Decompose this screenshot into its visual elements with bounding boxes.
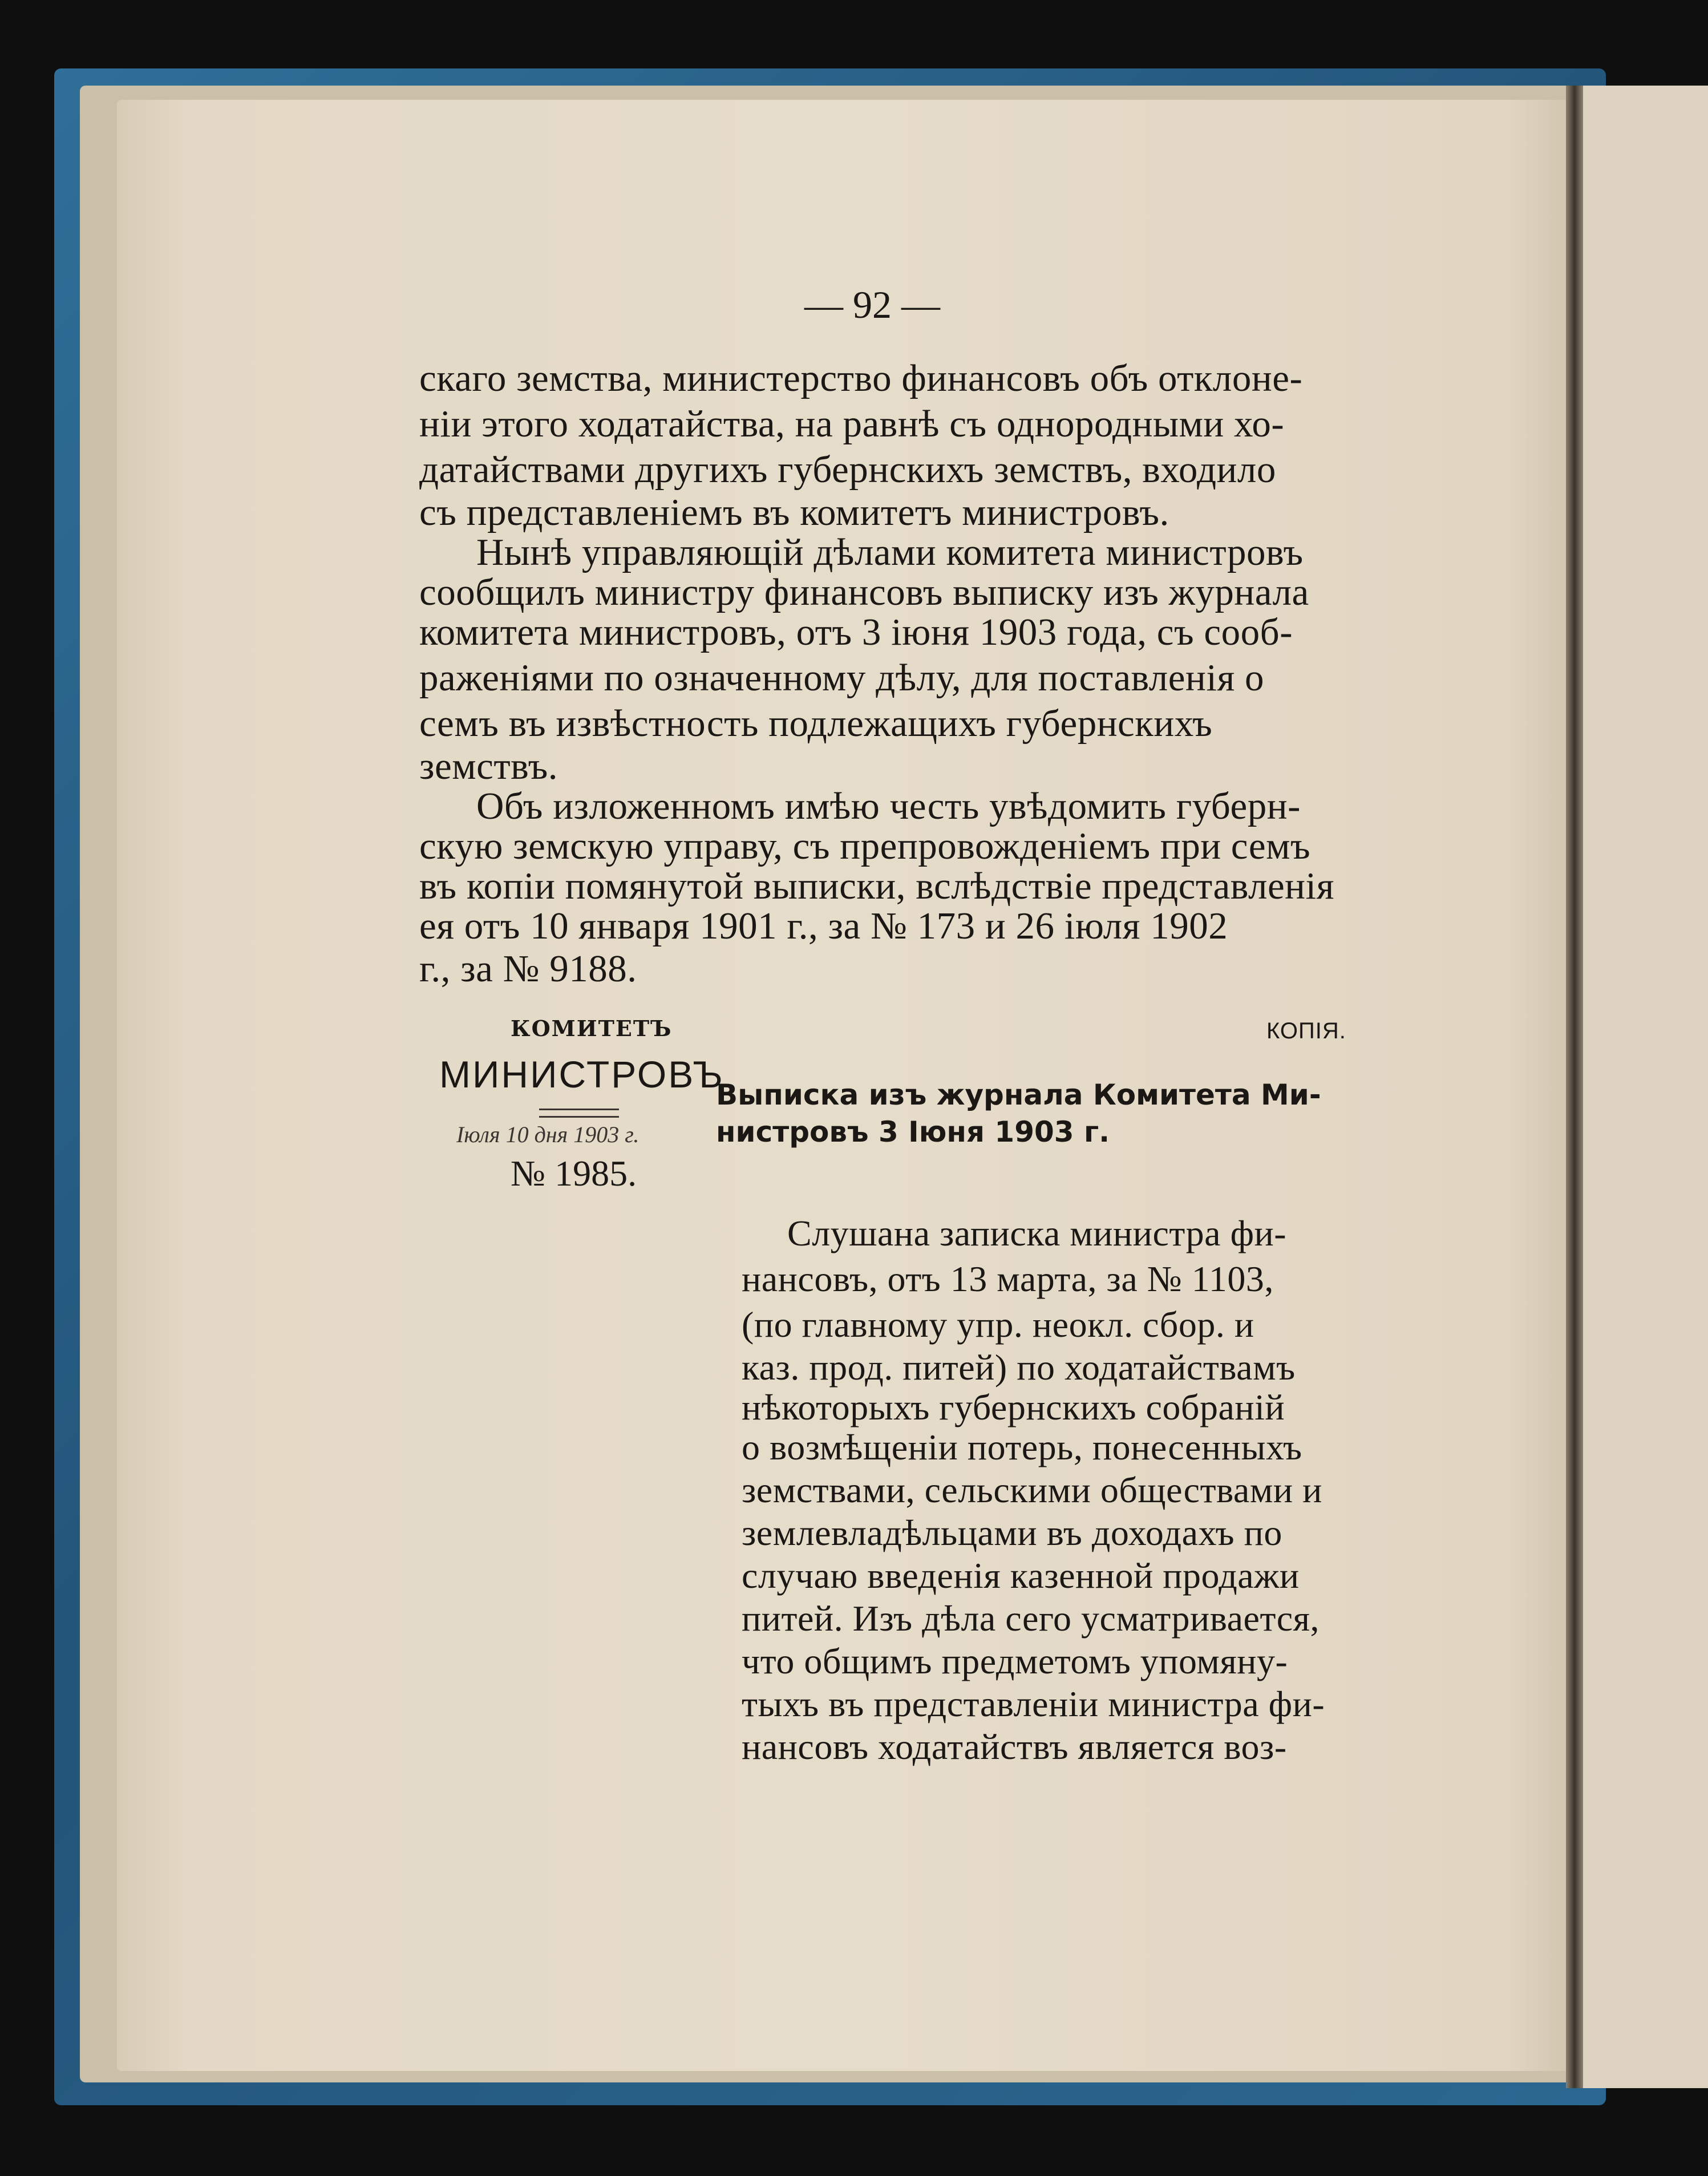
main-text-line: скаго земства, министерство финансовъ объ отклоне- (419, 357, 1303, 399)
main-text-line: ніи этого ходатайства, на равнѣ съ однородными хо- (419, 403, 1285, 445)
extract-heading-line: нистровъ 3 Іюня 1903 г. (716, 1115, 1110, 1148)
extract-text-line: каз. прод. питей) по ходатайствамъ (742, 1347, 1296, 1388)
extract-text-line: Слушана записка министра фи- (787, 1213, 1287, 1253)
main-text-line: семъ въ извѣстность подлежащихъ губернскихъ (419, 702, 1213, 745)
page-number: — 92 — (804, 283, 940, 326)
extract-heading-line: Выписка изъ журнала Комитета Ми- (716, 1078, 1321, 1111)
extract-text-line: тыхъ въ представленіи министра фи- (742, 1684, 1325, 1724)
book-gutter (1566, 86, 1583, 2088)
main-text-line: земствъ. (419, 745, 558, 787)
margin-date: Іюля 10 дня 1903 г. (456, 1122, 640, 1147)
extract-text-line: случаю введенія казенной продажи (742, 1555, 1300, 1596)
main-text-line: раженіями по означенному дѣлу, для поставленія о (419, 657, 1265, 699)
main-text-line: датайствами другихъ губернскихъ земствъ, входило (419, 448, 1276, 491)
extract-text-line: (по главному упр. неокл. сбор. и (742, 1304, 1254, 1345)
extract-text-line: что общимъ предметомъ упомяну- (742, 1641, 1288, 1681)
main-text-line: г., за № 9188. (419, 948, 637, 990)
extract-text-line: нансовъ, отъ 13 марта, за № 1103, (742, 1259, 1274, 1299)
extract-text-line: землевладѣльцами въ доходахъ по (742, 1512, 1282, 1553)
margin-number: № 1985. (511, 1153, 637, 1194)
main-text-line: сообщилъ министру финансовъ выписку изъ журнала (419, 571, 1309, 613)
main-text-line: Объ изложенномъ имѣю честь увѣдомить губерн- (476, 785, 1301, 827)
extract-text-line: нѣкоторыхъ губернскихъ собраній (742, 1387, 1285, 1427)
extract-text-line: питей. Изъ дѣла сего усматривается, (742, 1598, 1320, 1639)
margin-committee-label: КОМИТЕТЪ (511, 1016, 673, 1041)
main-text-line: съ представленіемъ въ комитетъ министровъ. (419, 491, 1169, 533)
extract-text-line: о возмѣщеніи потерь, понесенныхъ (742, 1427, 1302, 1467)
main-text-line: скую земскую управу, съ препровожденіемъ при семъ (419, 825, 1311, 867)
copy-label: КОПІЯ. (1266, 1018, 1346, 1043)
facing-page (1583, 86, 1708, 2088)
main-text-line: въ копіи помянутой выписки, вслѣдствіе представленія (419, 865, 1334, 907)
main-text-line: комитета министровъ, отъ 3 іюня 1903 года, съ сооб- (419, 611, 1293, 653)
main-text-line: ея отъ 10 января 1901 г., за № 173 и 26 іюля 1902 (419, 905, 1228, 947)
extract-text-line: нансовъ ходатайствъ является воз- (742, 1726, 1287, 1767)
main-text-line: Нынѣ управляющій дѣлами комитета министровъ (476, 531, 1304, 573)
margin-ministers-label: МИНИСТРОВЪ (439, 1053, 725, 1095)
extract-text-line: земствами, сельскими обществами и (742, 1470, 1322, 1510)
margin-double-rule (539, 1109, 619, 1118)
